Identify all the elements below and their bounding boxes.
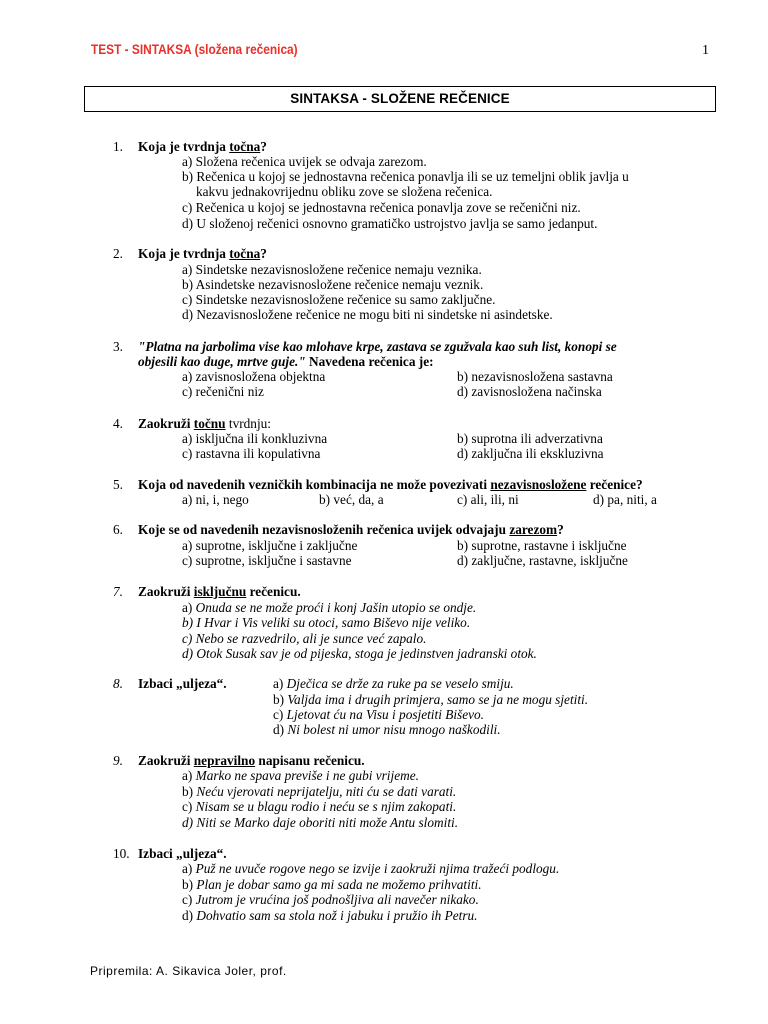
option-b: b) Rečenica u kojoj se jednostavna rečenica ponavlja ili se uz temeljni oblik javlja u <box>182 169 629 184</box>
question-number: 7. <box>113 584 123 599</box>
question-number: 5. <box>113 477 123 492</box>
option-b: b) Valjda ima i drugih primjera, samo se ja ne mogu sjetiti. <box>273 692 589 707</box>
option-c: c) Nisam se u blagu rodio i neću se s njim zakopati. <box>182 799 457 814</box>
option-d: d) pa, niti, a <box>593 492 657 507</box>
option-a: a) Marko ne spava previše i ne gubi vrijeme. <box>182 768 419 783</box>
option-b: b) suprotne, rastavne i isključne <box>457 538 627 553</box>
option-a: a) Dječica se drže za ruke pa se veselo smiju. <box>273 676 514 691</box>
question-stem: Koja je tvrdnja točna? <box>138 246 267 261</box>
option-b: b) Neću vjerovati neprijatelju, niti ću se dati varati. <box>182 784 457 799</box>
question-number: 10. <box>113 846 130 861</box>
question-number: 9. <box>113 753 123 768</box>
option-c: c) rečenični niz <box>182 384 264 399</box>
option-a: a) ni, i, nego <box>182 492 249 507</box>
option-a: a) Složena rečenica uvijek se odvaja zarezom. <box>182 154 427 169</box>
question-stem: Koja od navedenih vezničkih kombinacija ne može povezivati nezavisnosložene rečenice? <box>138 477 643 492</box>
option-d: d) Ni bolest ni umor nisu mnogo naškodili. <box>273 722 501 737</box>
question-stem: objesili kao duge, mrtve guje." Navedena rečenica je: <box>138 354 434 369</box>
question-number: 3. <box>113 339 123 354</box>
header-title: TEST - SINTAKSA (složena rečenica) <box>91 42 298 57</box>
option-b: b) I Hvar i Vis veliki su otoci, samo Biševo nije veliko. <box>182 615 471 630</box>
question-stem: Zaokruži točnu tvrdnju: <box>138 416 271 431</box>
option-c: c) Sindetske nezavisnosložene rečenice su samo zaključne. <box>182 292 496 307</box>
option-a: a) Onuda se ne može proći i konj Jašin utopio se ondje. <box>182 600 477 615</box>
page-number: 1 <box>702 43 709 58</box>
question-number: 2. <box>113 246 123 261</box>
question-stem: Koja je tvrdnja točna? <box>138 139 267 154</box>
option-c: c) rastavna ili kopulativna <box>182 446 321 461</box>
question-number: 4. <box>113 416 123 431</box>
option-a: a) isključna ili konkluzivna <box>182 431 328 446</box>
option-b: b) nezavisnosložena sastavna <box>457 369 613 384</box>
option-d: d) zaključne, rastavne, isključne <box>457 553 628 568</box>
option-c: c) suprotne, isključne i sastavne <box>182 553 352 568</box>
page-header <box>91 42 711 64</box>
option-b: b) suprotna ili adverzativna <box>457 431 603 446</box>
question-stem: Zaokruži isključnu rečenicu. <box>138 584 301 599</box>
option-c: c) ali, ili, ni <box>457 492 519 507</box>
option-b: b) Plan je dobar samo ga mi sada ne možemo prihvatiti. <box>182 877 482 892</box>
question-quote: "Platna na jarbolima vise kao mlohave krpe, zastava se zgužvala kao suh list, konopi se <box>138 339 617 354</box>
option-b: b) Asindetske nezavisnosložene rečenice nemaju veznik. <box>182 277 484 292</box>
option-b-continued: kakvu jednakovrijednu obliku zove se složena rečenica. <box>196 184 493 199</box>
question-number: 6. <box>113 522 123 537</box>
option-b: b) već, da, a <box>319 492 384 507</box>
question-number: 1. <box>113 139 123 154</box>
option-d: d) zavisnosložena načinska <box>457 384 602 399</box>
question-number: 8. <box>113 676 123 691</box>
question-stem: Izbaci „uljeza“. <box>138 676 227 691</box>
option-c: c) Nebo se razvedrilo, ali je sunce već zapalo. <box>182 631 427 646</box>
option-a: a) zavisnosložena objektna <box>182 369 326 384</box>
option-d: d) Dohvatio sam sa stola nož i jabuku i pružio ih Petru. <box>182 908 478 923</box>
option-d: d) Nezavisnosložene rečenice ne mogu biti ni sindetske ni asindetske. <box>182 307 553 322</box>
footer-author: Pripremila: A. Sikavica Joler, prof. <box>90 964 287 978</box>
question-stem: Koje se od navedenih nezavisnosloženih rečenica uvijek odvajaju zarezom? <box>138 522 564 537</box>
option-a: a) Puž ne uvuče rogove nego se izvije i zaokruži njima tražeći podlogu. <box>182 861 560 876</box>
option-a: a) Sindetske nezavisnosložene rečenice nemaju veznika. <box>182 262 482 277</box>
option-d: d) Otok Susak sav je od pijeska, stoga je jedinstven jadranski otok. <box>182 646 537 661</box>
option-c: c) Rečenica u kojoj se jednostavna rečenica ponavlja zove se rečenični niz. <box>182 200 581 215</box>
question-stem: Izbaci „uljeza“. <box>138 846 227 861</box>
option-d: d) U složenoj rečenici osnovno gramatičko ustrojstvo javlja se samo jedanput. <box>182 216 598 231</box>
option-d: d) zaključna ili ekskluzivna <box>457 446 604 461</box>
document-title: SINTAKSA - SLOŽENE REČENICE <box>290 91 510 106</box>
option-c: c) Jutrom je vrućina još podnošljiva ali navečer nikako. <box>182 892 479 907</box>
option-c: c) Ljetovat ću na Visu i posjetiti Biševo. <box>273 707 484 722</box>
title-box <box>84 86 716 112</box>
option-a: a) suprotne, isključne i zaključne <box>182 538 358 553</box>
question-stem: Zaokruži nepravilno napisanu rečenicu. <box>138 753 365 768</box>
option-d: d) Niti se Marko daje oboriti niti može Antu slomiti. <box>182 815 459 830</box>
